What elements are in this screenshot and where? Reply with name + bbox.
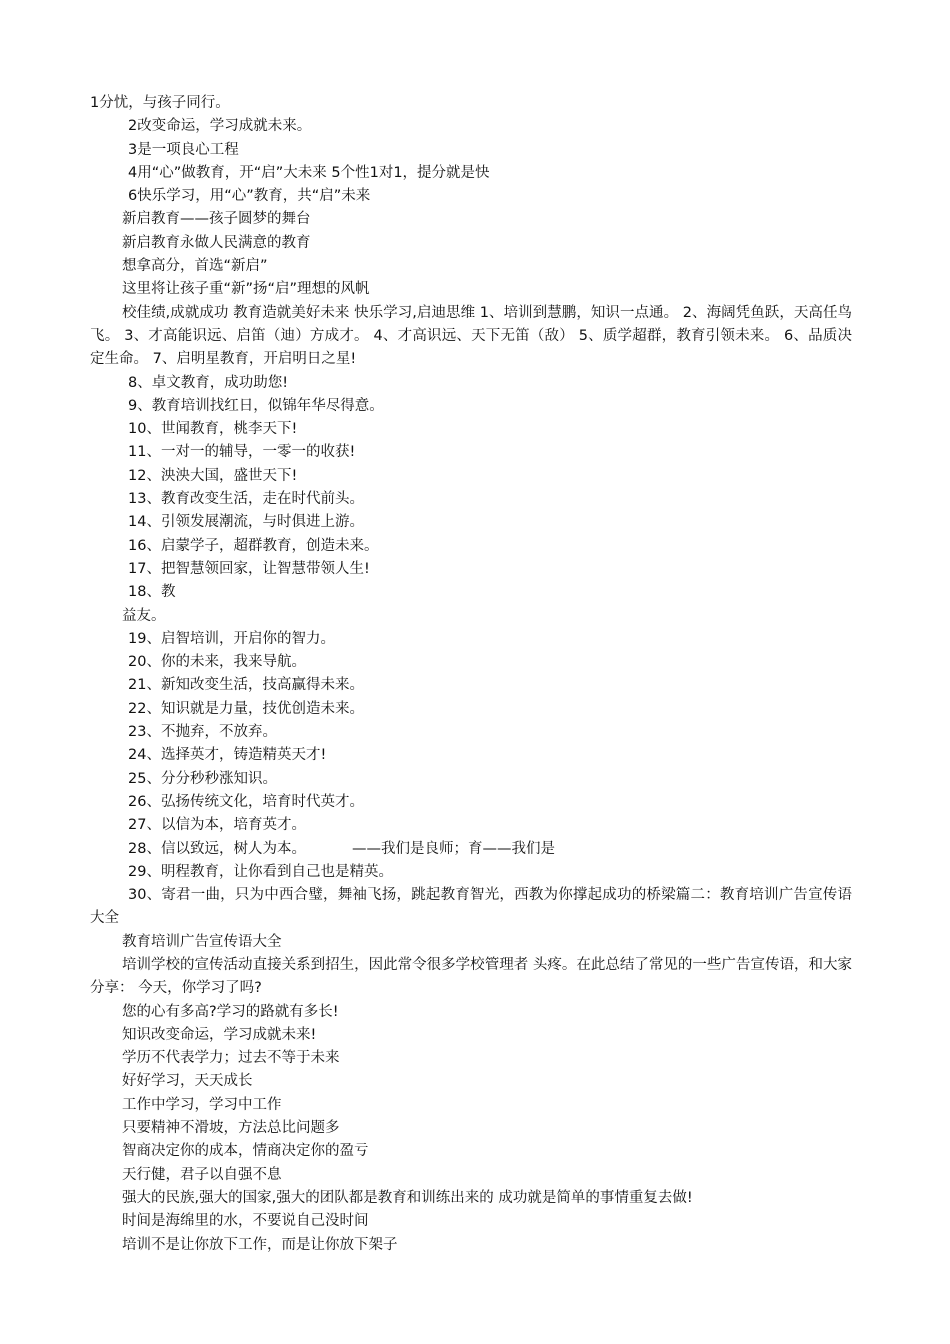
text-line: 时间是海绵里的水，不要说自己没时间 xyxy=(122,1213,369,1230)
text-line: 6快乐学习，用“心”教育，共“启”未来 xyxy=(128,188,371,205)
text-line: 好好学习，天天成长 xyxy=(122,1073,253,1090)
text-line: 3是一项良心工程 xyxy=(128,141,239,158)
text-line: 培训不是让你放下工作，而是让你放下架子 xyxy=(122,1236,398,1253)
text-line: 28、信以致远，树人为本。 ——我们是良师；育——我们是 xyxy=(128,840,556,857)
text-line: 21、新知改变生活，技高赢得未来。 xyxy=(128,677,364,694)
text-paragraph: 校佳绩,成就成功 教育造就美好未来 快乐学习,启迪思维 1、培训到慧鹏，知识一点通。 2、海阔凭鱼跃，天高任鸟飞。 3、才高能识远、启笛（迪）方成才。 4、才高识远、天下无笛（敌） 5、质学超群，教育引领未来。 6、品质决定生命。 7、启明星教育，开启明日之星! xyxy=(90,304,852,368)
text-line: 您的心有多高?学习的路就有多长! xyxy=(122,1003,339,1020)
text-line: 12、泱泱大国，盛世天下! xyxy=(128,467,298,484)
text-line: 新启教育——孩子圆梦的舞台 xyxy=(122,211,311,228)
text-line: 8、卓文教育，成功助您! xyxy=(128,374,289,391)
text-line: 27、以信为本，培育英才。 xyxy=(128,817,306,834)
text-line: 16、启蒙学子，超群教育，创造未来。 xyxy=(128,537,379,554)
text-line: 23、不抛弃，不放弃。 xyxy=(128,724,277,741)
text-paragraph: 培训学校的宣传活动直接关系到招生，因此常令很多学校管理者 头疼。在此总结了常见的一些广告宣传语，和大家分享： 今天，你学习了吗? xyxy=(90,956,852,997)
text-line: 22、知识就是力量，技优创造未来。 xyxy=(128,700,364,717)
text-line: 益友。 xyxy=(122,607,166,624)
text-line: 学历不代表学力；过去不等于未来 xyxy=(122,1050,340,1067)
text-line: 2改变命运，学习成就未来。 xyxy=(128,118,312,135)
text-line: 26、弘扬传统文化，培育时代英才。 xyxy=(128,793,364,810)
text-line: 14、引领发展潮流，与时俱进上游。 xyxy=(128,514,364,531)
text-line: 新启教育永做人民满意的教育 xyxy=(122,234,311,251)
text-line: 19、启智培训，开启你的智力。 xyxy=(128,630,335,647)
text-line: 工作中学习，学习中工作 xyxy=(122,1096,282,1113)
text-line: 4用“心”做教育，开“启”大未来 5个性1对1，提分就是快 xyxy=(128,164,490,181)
text-line: 只要精神不滑坡，方法总比问题多 xyxy=(122,1120,340,1137)
text-line: 9、教育培训找红日，似锦年华尽得意。 xyxy=(128,397,384,414)
document-body xyxy=(90,92,852,1257)
text-line: 20、你的未来，我来导航。 xyxy=(128,654,306,671)
section-title: 教育培训广告宣传语大全 xyxy=(122,933,282,950)
text-line: 知识改变命运，学习成就未来! xyxy=(122,1026,317,1043)
text-line: 天行健，君子以自强不息 xyxy=(122,1166,282,1183)
text-line: 13、教育改变生活，走在时代前头。 xyxy=(128,491,364,508)
text-line: 想拿高分，首选“新启” xyxy=(122,258,268,275)
text-line: 11、一对一的辅导，一零一的收获! xyxy=(128,444,356,461)
text-line: 10、世闻教育，桃李天下! xyxy=(128,421,298,438)
text-paragraph: 30、寄君一曲，只为中西合璧，舞袖飞扬，跳起教育智光，西教为你撑起成功的桥梁篇二：教育培训广告宣传语大全 xyxy=(90,887,852,927)
text-line: 24、选择英才，铸造精英天才! xyxy=(128,747,327,764)
text-line: 1分忧，与孩子同行。 xyxy=(90,95,230,111)
text-line: 17、把智慧领回家，让智慧带领人生! xyxy=(128,560,370,577)
text-line: 这里将让孩子重“新”扬“启”理想的风帆 xyxy=(122,281,370,298)
text-line: 强大的民族,强大的国家,强大的团队都是教育和训练出来的 成功就是简单的事情重复去做! xyxy=(122,1189,693,1206)
text-line: 25、分分秒秒涨知识。 xyxy=(128,770,277,787)
text-line: 智商决定你的成本，情商决定你的盈亏 xyxy=(122,1143,369,1160)
text-line: 29、明程教育，让你看到自己也是精英。 xyxy=(128,863,393,880)
text-line: 18、教 xyxy=(128,584,176,601)
